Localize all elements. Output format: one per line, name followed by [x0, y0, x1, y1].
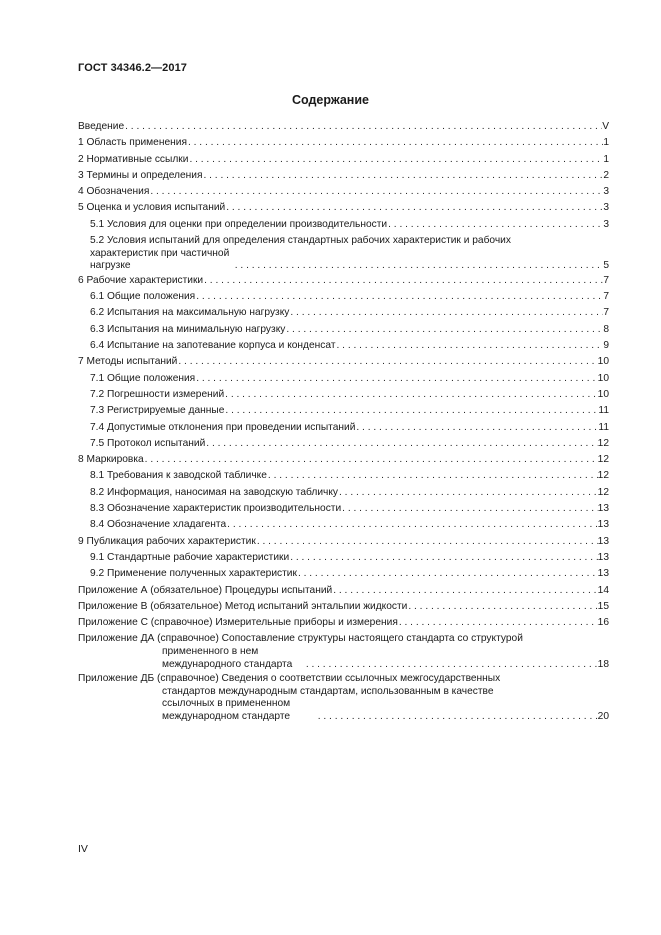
toc-entry[interactable]: 4 Обозначения . . . 3 — [78, 184, 609, 200]
toc-entry[interactable]: 8 Маркировка . . . 12 — [78, 452, 609, 468]
page-number: IV — [78, 843, 88, 855]
toc-subentry[interactable]: 8.3 Обозначение характеристик производительности . . . 13 — [78, 501, 609, 517]
toc-entry[interactable]: 7 Методы испытаний . . . 10 — [78, 354, 609, 370]
toc-appendix-entry[interactable]: Приложение А (обязательное) Процедуры испытаний . . . 14 — [78, 583, 609, 599]
toc-subentry[interactable]: 6.3 Испытания на минимальную нагрузку . . . 8 — [78, 322, 609, 338]
toc-appendix-entry[interactable]: Приложение ДА (справочное) Сопоставление структуры настоящего стандарта со структурой примененного в нем международного стандарта . . . 18 — [78, 633, 609, 671]
toc-subentry[interactable]: 8.2 Информация, наносимая на заводскую табличку . . . 12 — [78, 485, 609, 501]
page-title: Содержание — [291, 93, 369, 107]
toc-appendix-entry[interactable]: Приложение В (обязательное) Метод испытаний энтальпии жидкости . . . 15 — [78, 599, 609, 615]
toc-subentry[interactable]: 7.5 Протокол испытаний . . . 12 — [78, 436, 609, 452]
table-of-contents — [78, 119, 609, 724]
toc-subentry[interactable]: 5.1 Условия для оценки при определении производительности . . . 3 — [78, 217, 609, 233]
toc-subentry[interactable]: 9.1 Стандартные рабочие характеристики . . . 13 — [78, 550, 609, 566]
toc-subentry[interactable]: 7.4 Допустимые отклонения при проведении испытаний . . . 11 — [78, 420, 609, 436]
toc-entry[interactable]: 1 Область применения . . . 1 — [78, 135, 609, 151]
toc-subentry[interactable]: 6.4 Испытание на запотевание корпуса и конденсат . . . 9 — [78, 338, 609, 354]
toc-appendix-entry[interactable]: Приложение С (справочное) Измерительные приборы и измерения . . . 16 — [78, 615, 609, 631]
toc-subentry[interactable]: 8.4 Обозначение хладагента . . . 13 — [78, 517, 609, 533]
toc-entry[interactable]: 6 Рабочие характеристики . . . 7 — [78, 273, 609, 289]
toc-appendix-entry[interactable]: Приложение ДБ (справочное) Сведения о соответствии ссылочных межгосударственных стандартов международным стандартам, использованным в качестве ссылочных в примененном международном стандарте . . . 20 — [78, 673, 609, 723]
document-header: ГОСТ 34346.2—2017 — [78, 62, 188, 74]
toc-subentry[interactable]: 7.3 Регистрируемые данные . . . 11 — [78, 403, 609, 419]
toc-entry[interactable]: 9 Публикация рабочих характеристик . . . 13 — [78, 534, 609, 550]
toc-subentry[interactable]: 9.2 Применение полученных характеристик . . . 13 — [78, 566, 609, 582]
toc-subentry[interactable]: 7.1 Общие положения . . . 10 — [78, 371, 609, 387]
toc-subentry[interactable]: 6.1 Общие положения . . . 7 — [78, 289, 609, 305]
toc-subentry[interactable]: 5.2 Условия испытаний для определения стандартных рабочих характеристик и рабочих характеристик при частичной нагрузке . . . 5 — [78, 235, 609, 273]
toc-subentry[interactable]: 6.2 Испытания на максимальную нагрузку . . . 7 — [78, 305, 609, 321]
toc-entry[interactable]: 5 Оценка и условия испытаний . . . 3 — [78, 200, 609, 216]
toc-subentry[interactable]: 7.2 Погрешности измерений . . . 10 — [78, 387, 609, 403]
toc-entry[interactable]: 2 Нормативные ссылки . . . 1 — [78, 152, 609, 168]
toc-entry[interactable]: 3 Термины и определения . . . 2 — [78, 168, 609, 184]
toc-subentry[interactable]: 8.1 Требования к заводской табличке . . . 12 — [78, 468, 609, 484]
toc-entry[interactable]: Введение . . . V — [78, 119, 609, 135]
